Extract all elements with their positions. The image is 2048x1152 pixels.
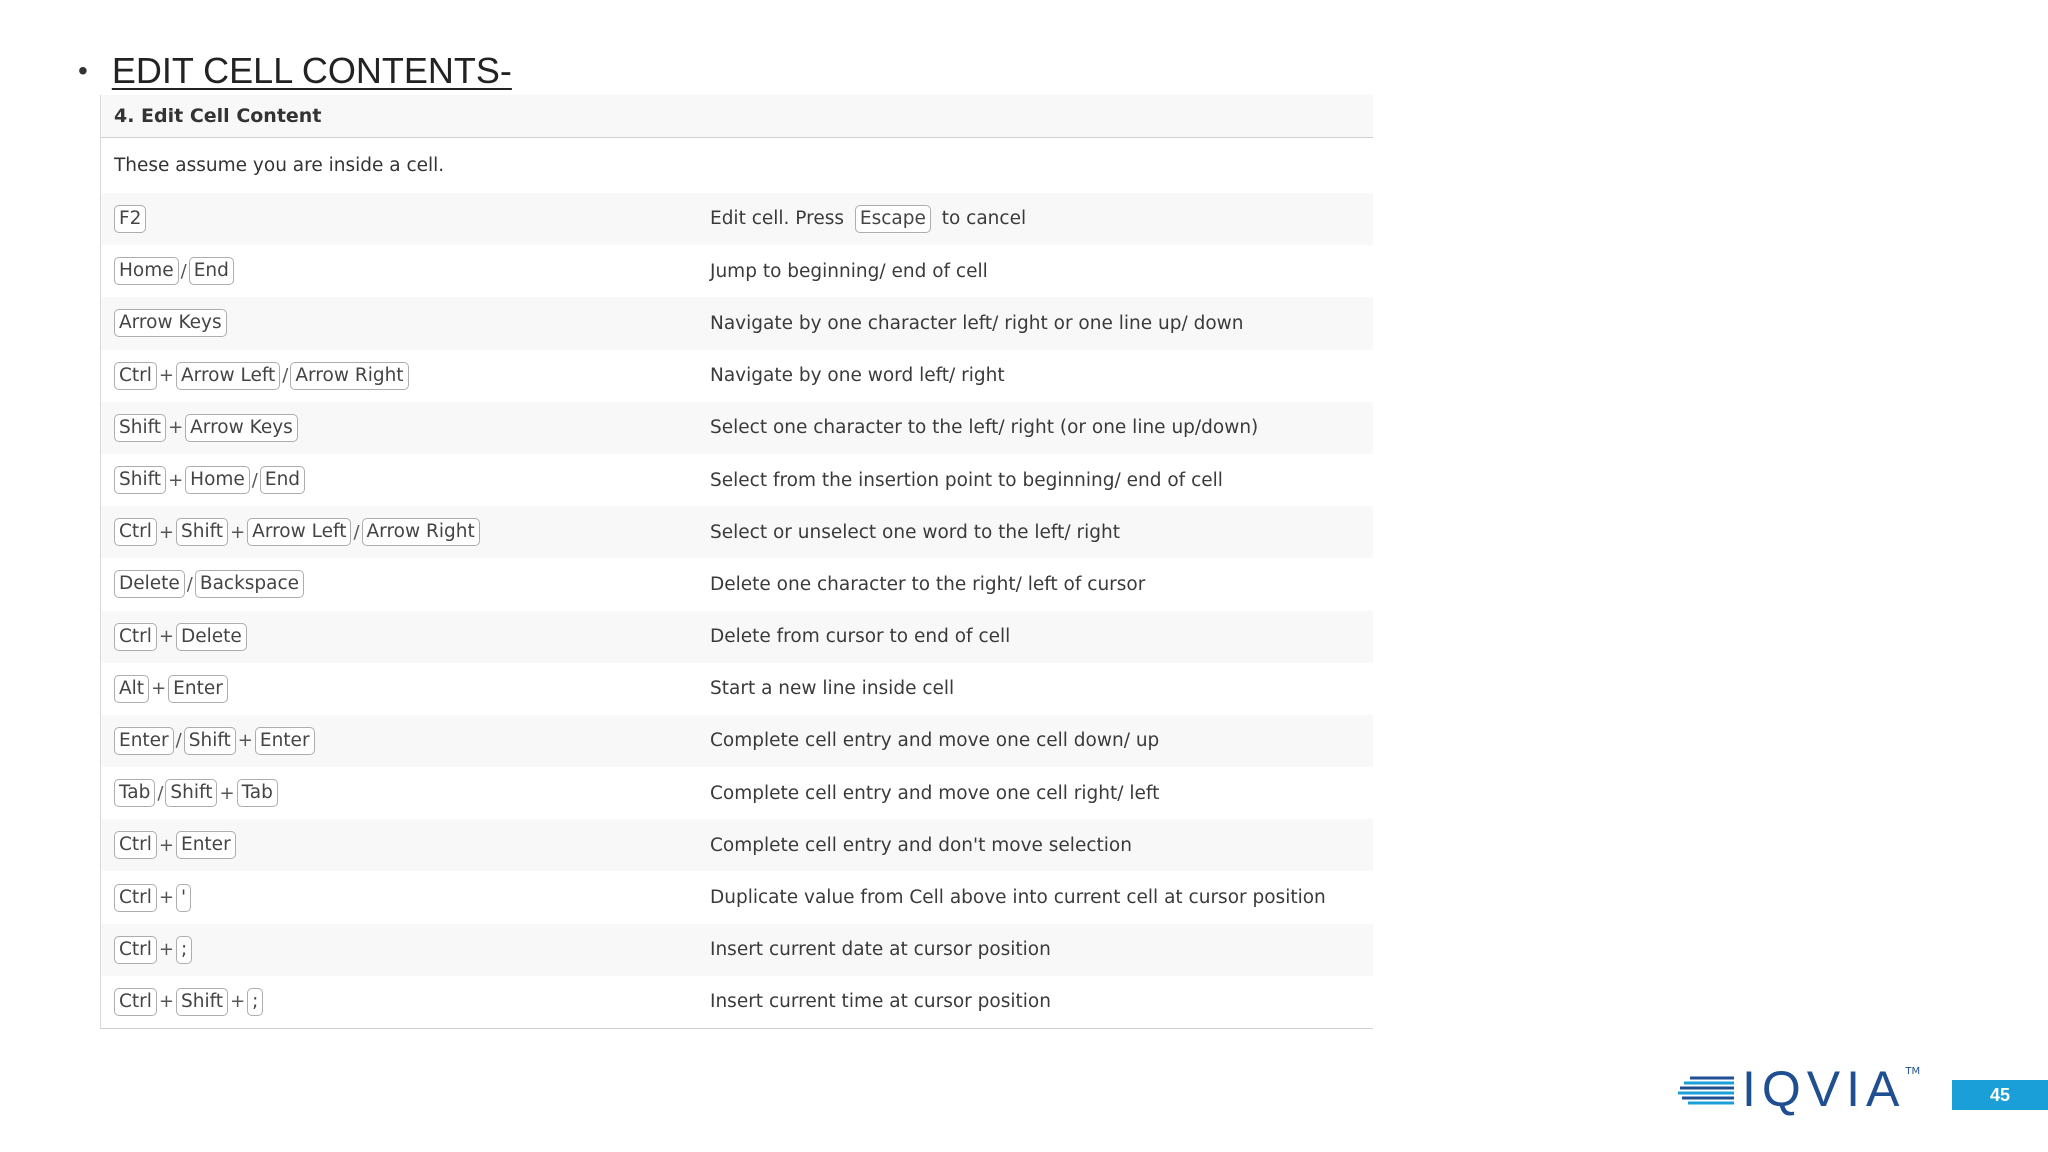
key-cap: Escape — [855, 205, 931, 233]
shortcut-row — [101, 663, 1373, 715]
section-title: 4. Edit Cell Content — [101, 95, 1373, 138]
description-text: Delete one character to the right/ left of cursor — [710, 573, 1146, 595]
shortcut-description — [710, 261, 1373, 282]
key-separator: + — [151, 678, 167, 700]
shortcut-keys — [101, 205, 710, 233]
key-cap: Ctrl — [114, 518, 157, 546]
heading-title: EDIT CELL CONTENTS- — [111, 50, 512, 91]
key-separator: / — [180, 260, 187, 282]
shortcut-row — [101, 193, 1373, 245]
key-cap: Tab — [237, 779, 278, 807]
key-cap: Arrow Keys — [185, 414, 298, 442]
description-text: Navigate by one character left/ right or one line up/ down — [710, 312, 1244, 334]
key-cap: Arrow Right — [362, 518, 480, 546]
shortcut-description — [710, 574, 1373, 595]
description-text: Complete cell entry and move one cell right/ left — [710, 782, 1160, 804]
page-number: 45 — [1989, 1084, 2011, 1105]
key-separator: + — [168, 417, 184, 439]
key-cap: Shift — [176, 988, 228, 1016]
key-cap: Arrow Left — [247, 518, 351, 546]
shortcut-keys — [101, 675, 710, 703]
key-cap: Shift — [184, 727, 236, 755]
shortcut-keys — [101, 936, 710, 964]
key-separator: + — [158, 887, 175, 909]
shortcut-description — [710, 939, 1373, 960]
description-text: Jump to beginning/ end of cell — [710, 260, 988, 282]
key-cap: Arrow Left — [176, 362, 280, 390]
description-text: Edit cell. Press — [710, 208, 850, 230]
shortcut-description — [710, 313, 1373, 334]
key-separator: / — [157, 782, 164, 804]
key-separator: / — [186, 573, 193, 595]
shortcut-description — [710, 205, 1373, 233]
key-separator: + — [158, 365, 175, 387]
shortcut-row — [101, 558, 1373, 610]
description-text: Delete from cursor to end of cell — [710, 626, 1011, 648]
key-cap: End — [189, 257, 234, 285]
key-cap: Backspace — [195, 570, 304, 598]
shortcut-keys — [101, 518, 710, 546]
key-cap: Arrow Right — [290, 362, 408, 390]
shortcut-description — [710, 835, 1373, 856]
key-separator: + — [158, 626, 175, 648]
slide-heading — [78, 50, 512, 92]
key-cap: Enter — [114, 727, 174, 755]
shortcut-row — [101, 350, 1373, 402]
shortcut-description — [710, 626, 1373, 647]
shortcut-keys — [101, 623, 710, 651]
shortcut-description — [710, 678, 1373, 699]
key-cap: ; — [176, 936, 192, 964]
shortcut-description — [710, 470, 1373, 491]
iqvia-logo — [1676, 1061, 1921, 1117]
shortcut-description — [710, 887, 1373, 908]
shortcut-row — [101, 976, 1373, 1028]
logo-wordmark: IQVIA — [1742, 1061, 1906, 1117]
shortcut-row — [101, 819, 1373, 871]
key-separator: + — [158, 521, 175, 543]
shortcut-row — [101, 871, 1373, 923]
shortcut-description — [710, 991, 1373, 1012]
shortcut-keys — [101, 257, 710, 285]
key-cap: Enter — [168, 675, 228, 703]
shortcut-keys — [101, 309, 710, 337]
shortcut-description — [710, 730, 1373, 751]
section-intro: These assume you are inside a cell. — [114, 155, 445, 176]
shortcut-row — [101, 297, 1373, 349]
description-text: Select from the insertion point to beginning/ end of cell — [710, 469, 1223, 491]
shortcut-description — [710, 365, 1373, 386]
shortcut-table — [101, 193, 1373, 1028]
key-separator: + — [237, 730, 253, 752]
shortcut-keys — [101, 988, 710, 1016]
shortcut-description — [710, 522, 1373, 543]
shortcut-keys — [101, 831, 710, 859]
shortcut-description — [710, 417, 1373, 438]
key-separator: + — [158, 834, 175, 856]
key-cap: Arrow Keys — [114, 309, 227, 337]
description-text: Navigate by one word left/ right — [710, 365, 1005, 387]
description-text: Complete cell entry and don't move selection — [710, 834, 1132, 856]
key-separator: + — [158, 991, 175, 1013]
key-cap: F2 — [114, 205, 146, 233]
key-separator: + — [219, 782, 235, 804]
description-text: Duplicate value from Cell above into current cell at cursor position — [710, 887, 1326, 909]
shortcut-row — [101, 611, 1373, 663]
description-text: to cancel — [935, 208, 1027, 230]
shortcut-description — [710, 783, 1373, 804]
shortcut-keys — [101, 414, 710, 442]
logo-speed-lines-icon — [1676, 1069, 1736, 1109]
shortcut-keys — [101, 779, 710, 807]
key-cap: Ctrl — [114, 831, 157, 859]
description-text: Complete cell entry and move one cell down/ up — [710, 730, 1160, 752]
description-text: Select one character to the left/ right (or one line up/down) — [710, 417, 1259, 439]
key-cap: Shift — [176, 518, 228, 546]
key-cap: Ctrl — [114, 988, 157, 1016]
key-cap: ; — [247, 988, 263, 1016]
bullet-point: • — [78, 55, 88, 86]
shortcut-row — [101, 506, 1373, 558]
key-cap: Tab — [114, 779, 155, 807]
shortcut-row — [101, 245, 1373, 297]
key-separator: / — [175, 730, 182, 752]
shortcut-panel — [100, 95, 1373, 1029]
key-separator: + — [168, 469, 184, 491]
key-separator: + — [230, 991, 246, 1013]
key-cap: Delete — [176, 623, 247, 651]
shortcut-keys — [101, 466, 710, 494]
key-cap: Ctrl — [114, 362, 157, 390]
key-cap: Enter — [176, 831, 236, 859]
shortcut-row — [101, 767, 1373, 819]
key-separator: + — [230, 521, 246, 543]
logo-trademark: TM — [1905, 1066, 1921, 1077]
shortcut-row — [101, 924, 1373, 976]
key-separator: / — [353, 521, 360, 543]
key-cap: ' — [176, 884, 191, 912]
description-text: Select or unselect one word to the left/ right — [710, 521, 1120, 543]
page-number-badge — [1952, 1080, 2048, 1110]
key-cap: Delete — [114, 570, 185, 598]
key-cap: Shift — [165, 779, 217, 807]
shortcut-row — [101, 402, 1373, 454]
key-cap: Ctrl — [114, 623, 157, 651]
description-text: Start a new line inside cell — [710, 678, 955, 700]
key-separator: / — [282, 365, 289, 387]
shortcut-keys — [101, 727, 710, 755]
key-cap: Shift — [114, 466, 166, 494]
shortcut-keys — [101, 362, 710, 390]
description-text: Insert current date at cursor position — [710, 939, 1051, 961]
key-cap: Ctrl — [114, 936, 157, 964]
shortcut-keys — [101, 570, 710, 598]
key-separator: + — [158, 939, 175, 961]
description-text: Insert current time at cursor position — [710, 991, 1051, 1013]
shortcut-row — [101, 454, 1373, 506]
key-cap: Enter — [255, 727, 315, 755]
key-cap: Ctrl — [114, 884, 157, 912]
key-cap: Alt — [114, 675, 149, 703]
shortcut-row — [101, 715, 1373, 767]
key-cap: Home — [185, 466, 250, 494]
shortcut-keys — [101, 884, 710, 912]
key-separator: / — [251, 469, 258, 491]
key-cap: End — [260, 466, 305, 494]
key-cap: Shift — [114, 414, 166, 442]
key-cap: Home — [114, 257, 179, 285]
